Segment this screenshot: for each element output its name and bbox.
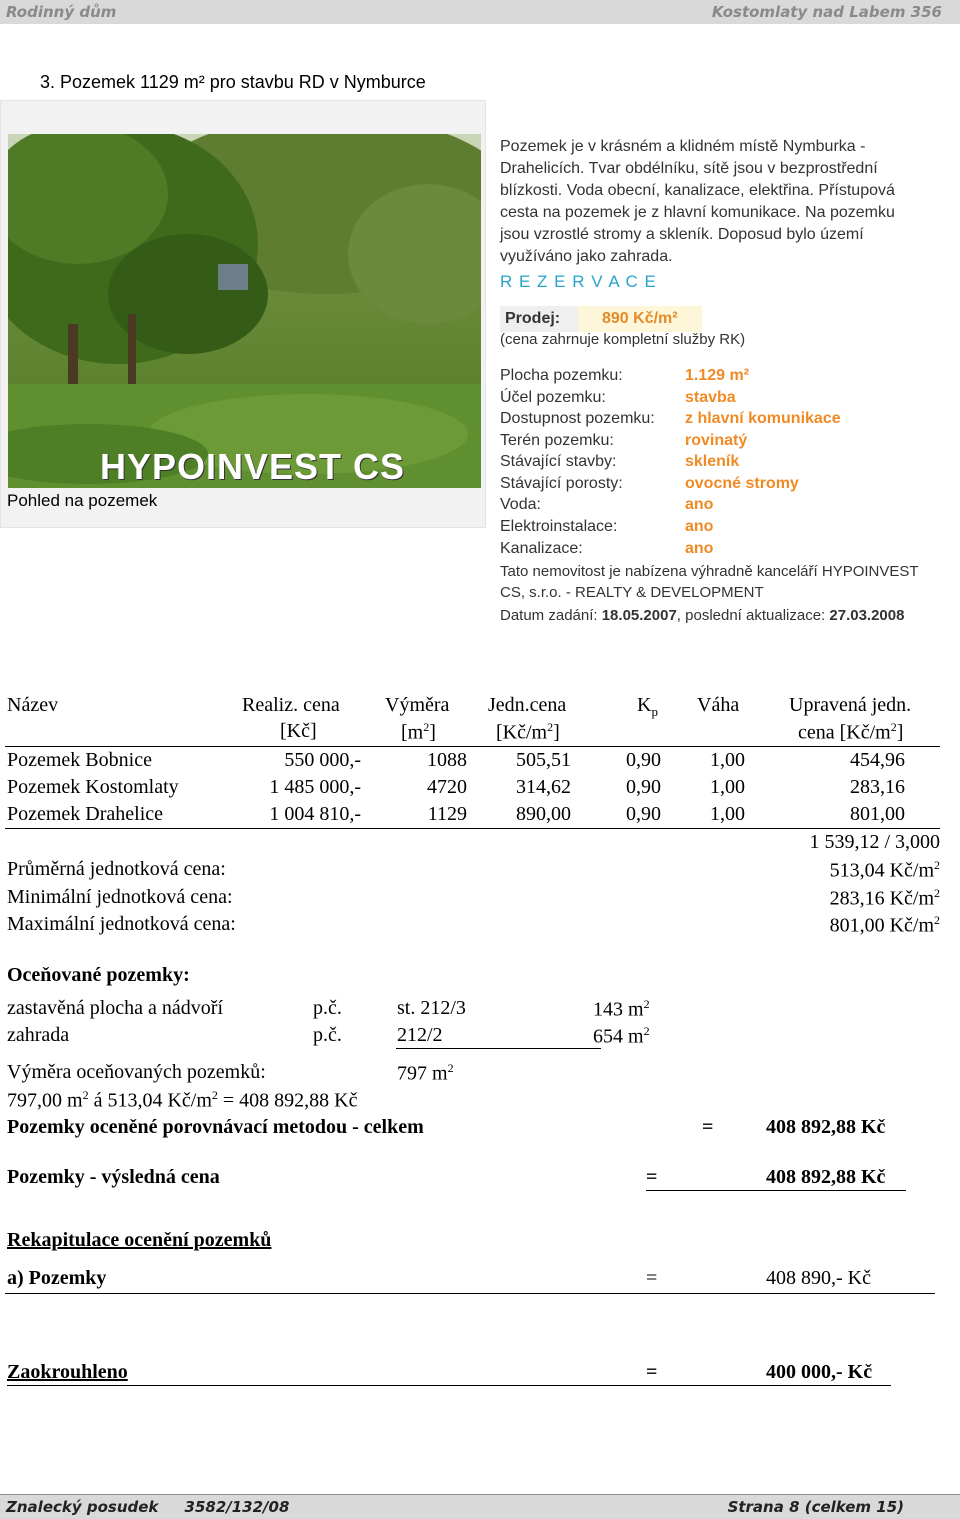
col-header-unit-price-unit: $[Kč/m^2]$ (496, 720, 560, 744)
property-key: Voda: (500, 496, 541, 513)
price-label: Prodej: (500, 306, 578, 332)
col-header-area: Výměra (385, 694, 450, 716)
row-weight: 1,00 (710, 749, 745, 771)
row-unit-price: 314,62 (516, 776, 571, 798)
valued-row-area: 654 $m^2$ (593, 1024, 650, 1048)
rounded-value: 400 000,- Kč (766, 1361, 873, 1383)
photo-watermark: HYPOINVEST CS (100, 446, 406, 487)
valued-row-pc: p.č. (313, 1024, 342, 1046)
valued-sum-rule (396, 1048, 601, 1049)
valued-calculation: 797,00 $m^2$ á 513,04 $Kč/m^2 = 408$ 892,88 Kč (7, 1088, 358, 1112)
method-total-eq: = (702, 1116, 714, 1138)
footer-left-text: Znalecký posudek 3582/132/08 (6, 1498, 290, 1516)
description-line: využíváno jako zahrada. (500, 248, 673, 265)
property-key: Stávající porosty: (500, 475, 623, 492)
valued-heading: Oceňované pozemky: (7, 964, 190, 986)
table-header-rule (5, 746, 940, 747)
property-value: ano (685, 496, 714, 513)
property-key: Elektroinstalace: (500, 518, 618, 535)
description-line: jsou vzrostlé stromy a skleník. Doposud bylo území (500, 226, 864, 243)
photo-caption: Pohled na pozemek (7, 491, 158, 510)
property-key: Účel pozemku: (500, 389, 606, 406)
recap-land-value: 408 890,- Kč (766, 1267, 871, 1289)
col-header-name: Název (7, 694, 59, 716)
description-line: Pozemek je v krásném a klidném místě Nymburka - (500, 138, 866, 155)
property-value: ano (685, 540, 714, 557)
valued-row-area: 143 $m^2$ (593, 997, 650, 1021)
property-key: Kanalizace: (500, 540, 583, 557)
property-value: ovocné stromy (685, 475, 799, 492)
rounded-eq: = (646, 1361, 658, 1383)
price-note: (cena zahrnuje kompletní služby RK) (500, 331, 746, 348)
maximum-label: Maximální jednotková cena: (7, 913, 236, 935)
property-key: Terén pozemku: (500, 432, 614, 449)
listing-description (500, 136, 945, 268)
valued-row-pc: p.č. (313, 997, 342, 1019)
method-total-label: Pozemky oceněné porovnávací metodou - celkem (7, 1116, 424, 1138)
col-header-area-unit: $[m^2]$ (401, 720, 436, 744)
row-adjusted: 283,16 (850, 776, 905, 798)
row-area: 1129 (427, 803, 467, 825)
maximum-value: 801,00 $Kč/m^2$ (829, 913, 940, 937)
row-weight: 1,00 (710, 803, 745, 825)
valued-row-parcel: st. 212/3 (397, 997, 466, 1019)
row-k: 0,90 (626, 776, 661, 798)
row-price: 1 485 000,- (269, 776, 361, 798)
row-adjusted: 801,00 (850, 803, 905, 825)
property-value: rovinatý (685, 432, 748, 449)
average-value: 513,04 $Kč/m^2$ (829, 858, 940, 882)
col-header-weight: Váha (697, 694, 740, 716)
col-header-adjusted-unit: cena $[Kč/m^2]$ (798, 720, 904, 744)
agency-line: Tato nemovitost je nabízena výhradně kanceláří HYPOINVEST (500, 563, 919, 580)
valued-row-name: zastavěná plocha a nádvoří (7, 997, 224, 1019)
row-area: 4720 (427, 776, 467, 798)
row-k: 0,90 (626, 749, 661, 771)
result-eq: = (646, 1166, 658, 1188)
agency-line: CS, s.r.o. - REALTY & DEVELOPMENT (500, 584, 764, 601)
property-value: 1.129 m² (685, 367, 750, 384)
valued-total-label: Výměra oceňovaných pozemků: (7, 1061, 266, 1083)
adjusted-sum: 1 539,12 / 3,000 (809, 831, 940, 853)
method-total-value: 408 892,88 Kč (766, 1116, 886, 1138)
description-line: blízkosti. Voda obecní, kanalizace, elektřina. Přístupová (500, 182, 895, 199)
row-adjusted: 454,96 (850, 749, 905, 771)
row-price: 550 000,- (284, 749, 361, 771)
row-k: 0,90 (626, 803, 661, 825)
row-unit-price: 505,51 (516, 749, 571, 771)
property-value: ano (685, 518, 714, 535)
description-line: Drahelicích. Tvar obdélníku, sítě jsou v bezprostřední (500, 160, 878, 177)
listing-dates: Datum zadání: 18.05.2007, poslední aktualizace: 27.03.2008 (500, 607, 905, 624)
col-header-adjusted: Upravená jedn. (789, 694, 912, 716)
header-right-text: Kostomlaty nad Labem 356 (711, 3, 942, 21)
valued-row-name: zahrada (7, 1024, 70, 1046)
valued-row-parcel: 212/2 (397, 1024, 443, 1046)
result-value: 408 892,88 Kč (766, 1166, 886, 1188)
row-name: Pozemek Kostomlaty (7, 776, 179, 798)
property-key: Stávající stavby: (500, 453, 617, 470)
property-value: stavba (685, 389, 736, 406)
rounded-label: Zaokrouhleno (7, 1361, 128, 1383)
property-value: skleník (685, 453, 740, 470)
recap-land-label: a) Pozemky (7, 1267, 107, 1289)
recap-land-eq: = (646, 1267, 658, 1289)
result-label: Pozemky - výsledná cena (7, 1166, 220, 1188)
header-left-text: Rodinný dům (6, 3, 117, 21)
property-key: Plocha pozemku: (500, 367, 623, 384)
table-rows-rule (5, 828, 940, 829)
col-header-price-unit: [Kč] (280, 720, 317, 742)
col-header-price: Realiz. cena (242, 694, 340, 716)
row-price: 1 004 810,- (269, 803, 361, 825)
row-name: Pozemek Bobnice (7, 749, 152, 771)
average-label: Průměrná jednotková cena: (7, 858, 226, 880)
reservation-status: R E Z E R V A C E (500, 272, 657, 291)
rounded-underline (7, 1385, 891, 1386)
row-name: Pozemek Drahelice (7, 803, 164, 825)
row-area: 1088 (427, 749, 467, 771)
minimum-label: Minimální jednotková cena: (7, 886, 233, 908)
property-key: Dostupnost pozemku: (500, 410, 655, 427)
row-unit-price: 890,00 (516, 803, 571, 825)
result-underline (646, 1190, 906, 1191)
footer-right-text: Strana 8 (celkem 15) (727, 1498, 904, 1516)
land-photo (8, 134, 481, 488)
row-weight: 1,00 (710, 776, 745, 798)
property-value: z hlavní komunikace (685, 410, 841, 427)
recap-rule (5, 1293, 935, 1294)
col-header-k: $K_p$ (637, 694, 658, 719)
section-title: 3. Pozemek 1129 m² pro stavbu RD v Nymburce (40, 72, 426, 92)
price-value: 890 Kč/m² (578, 306, 702, 332)
minimum-value: 283,16 $Kč/m^2$ (829, 886, 940, 910)
description-line: cesta na pozemek je z hlavní komunikace. Na pozemku (500, 204, 895, 221)
recap-heading: Rekapitulace ocenění pozemků (7, 1229, 272, 1251)
valued-total-value: 797 $m^2$ (397, 1061, 454, 1085)
col-header-unit-price: Jedn.cena (488, 694, 567, 716)
